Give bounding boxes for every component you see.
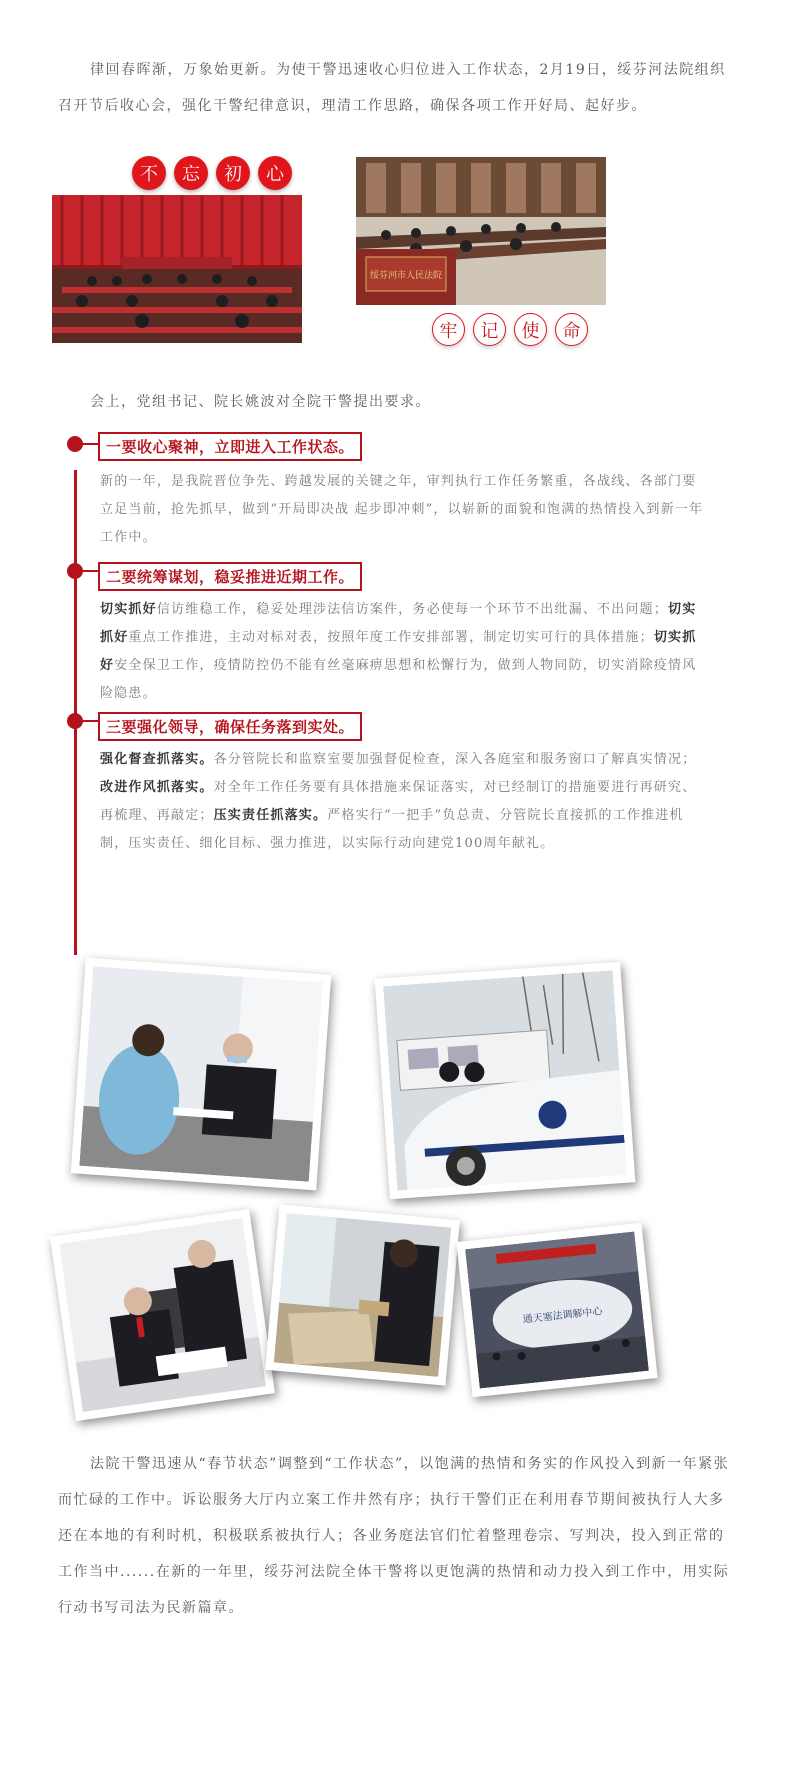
badge-char: 牢 — [432, 313, 465, 346]
section-text: 新的一年，是我院晋位争先、跨越发展的关键之年，审判执行工作任务繁重，各战线、各部门要立足当前，抢先抓早，做到“开局即决战 起步即冲刺”，以崭新的面貌和饱满的热情投入到新一年工作中。 — [100, 474, 704, 545]
text-run: 各分管院长和监察室要加强督促检查，深入各庭室和服务窗口了解真实情况； — [213, 752, 697, 767]
bold-lead: 切实抓好 — [100, 602, 157, 617]
bold-lead: 切实抓好 — [100, 602, 697, 645]
photo-service-counter — [71, 958, 331, 1191]
section-heading: 三要强化领导，确保任务落到实处。 — [98, 712, 362, 741]
badge-char: 命 — [555, 313, 588, 346]
badge-char: 心 — [258, 156, 292, 190]
badge-char: 忘 — [174, 156, 208, 190]
bold-lead: 切实抓好 — [100, 630, 697, 673]
timeline-connector — [80, 720, 100, 722]
intro-paragraph: 律回春晖渐，万象始更新。为使干警迅速收心归位进入工作状态，2月19日，绥芬河法院组织召开节后收心会，强化干警纪律意识，理清工作思路，确保各项工作开好局、起好步。 — [58, 62, 726, 114]
text-run: 对全年工作任务要有具体措施来保证落实，对已经制订的措施要进行再研究、再梳理、再敲定； — [100, 780, 697, 823]
timeline-connector — [80, 443, 100, 445]
section-text — [100, 746, 704, 858]
section-heading: 二要统筹谋划，稳妥推进近期工作。 — [98, 562, 362, 591]
mediation-sign-text: 通天塞法调解中心 — [522, 1306, 604, 1326]
badge-char: 使 — [514, 313, 547, 346]
photo-archive-files — [265, 1204, 460, 1385]
text-run: 信访维稳工作，稳妥处理涉法信访案件，务必使每一个环节不出纰漏、不出问题； — [156, 602, 669, 617]
photo-auditorium — [52, 195, 302, 343]
section-text — [100, 596, 704, 708]
badge-group-left — [132, 156, 292, 190]
text-run: 严格实行“一把手”负总责、分管院长直接抓的工作推进机制，压实责任、细化目标、强力推进，以实际行动向建党100周年献礼。 — [100, 808, 684, 851]
photo-conference-room — [356, 157, 606, 305]
timeline-connector — [80, 570, 100, 572]
bold-lead: 改进作风抓落实。 — [100, 780, 214, 795]
photo-mediation-center — [456, 1223, 657, 1398]
badge-char: 记 — [473, 313, 506, 346]
photo-judges-documents — [50, 1209, 275, 1421]
text-run: 安全保卫工作，疫情防控仍不能有丝毫麻痹思想和松懈行为，做到人物同防，切实消除疫情风险隐患。 — [100, 658, 697, 701]
badge-char: 初 — [216, 156, 250, 190]
meeting-line: 会上，党组书记、院长姚波对全院干警提出要求。 — [90, 394, 431, 410]
bold-lead: 压实责任抓落实。 — [213, 808, 328, 823]
text-run: 重点工作推进，主动对标对表，按照年度工作安排部署，制定切实可行的具体措施； — [128, 630, 654, 645]
desk-sign-text: 绥芬河市人民法院 — [369, 271, 443, 281]
section-heading: 一要收心聚神，立即进入工作状态。 — [98, 432, 362, 461]
outro-paragraph: 法院干警迅速从“春节状态”调整到“工作状态”，以饱满的热情和务实的作风投入到新一年紧张而忙碌的工作中。诉讼服务大厅内立案工作井然有序；执行干警们正在利用春节期间被执行人大多还在本地的有利时机，积极联系被执行人；各业务庭法官们忙着整理卷宗、写判决，投入到正常的工作当中......在新的一年里，绥芬河法院全体干警将以更饱满的热情和动力投入到工作中，用实际行动书写司法为民新篇章。 — [58, 1456, 730, 1616]
badge-group-right — [432, 313, 588, 346]
badge-char: 不 — [132, 156, 166, 190]
photo-police-car — [375, 962, 636, 1200]
bold-lead: 强化督查抓落实。 — [100, 752, 214, 767]
